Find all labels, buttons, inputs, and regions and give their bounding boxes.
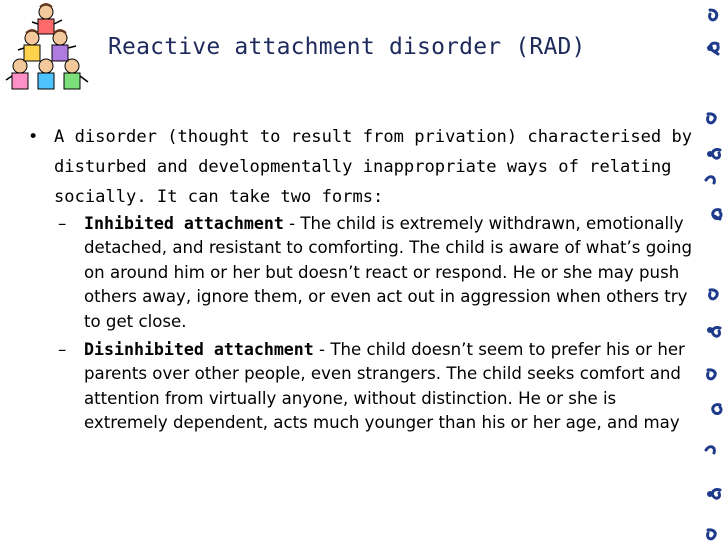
slide-body [28,122,700,436]
bullet-text: A disorder (thought to result from privation) characterised by disturbed and developmentally inappropriate ways of relating socially. It can take two forms: [54,127,693,207]
sub-bullet-text: - The child is extremely withdrawn, emotionally detached, and resistant to comforting. The child is aware of what’s going on around him or her but doesn’t react or respond. He or she may push others away, ignore them, or even act out in aggression when others try to get close. [84,214,693,331]
sub-bullet-inhibited [28,212,700,334]
sub-bullet-disinhibited [28,338,700,436]
sub-bullet-marker: – [58,340,67,360]
sub-bullet-term: Disinhibited attachment [84,340,314,360]
slide-title: Reactive attachment disorder (RAD) [108,34,586,60]
sub-bullet-term: Inhibited attachment [84,214,284,233]
bullet-item [28,122,700,212]
bullet-marker: • [28,127,39,147]
curl-border-icon [696,0,728,546]
sub-bullet-text: - The child doesn’t seem to prefer his or her parents over other people, even strangers. The child seeks comfort and attention from virtually anyone, without distinction. He or she is extremely dependent, acts much younger than his or her age, and may [84,340,685,433]
sub-bullet-marker: – [58,214,67,233]
children-clipart-icon [0,0,98,100]
